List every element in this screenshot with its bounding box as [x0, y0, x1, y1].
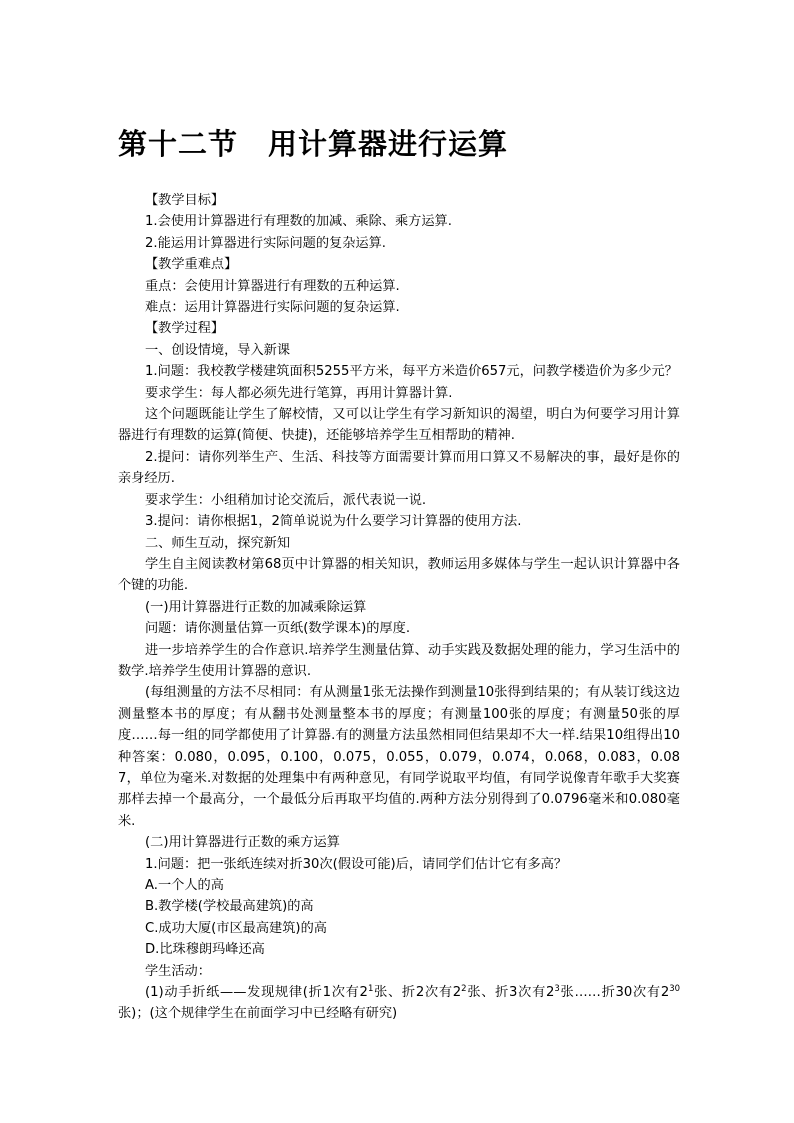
paragraph: 一、创设情境，导入新课	[145, 342, 291, 358]
paragraph: 2.能运用计算器进行实际问题的复杂运算.	[145, 235, 386, 251]
text-run: (1)动手折纸——发现规律(折1次有2	[145, 985, 368, 1001]
exponent: 30	[669, 984, 681, 995]
section-heading-key-points: 【教学重难点】	[145, 257, 238, 273]
paragraph: 1.会使用计算器进行有理数的加减、乘除、乘方运算.	[145, 214, 452, 230]
paragraph: (一)用计算器进行正数的加减乘除运算	[145, 599, 367, 615]
paragraph: 这个问题既能让学生了解校情，又可以让学生有学习新知识的渴望，明白为何要学习用计算器进行有理数的运算(简便、快捷)，还能够培养学生互相帮助的精神.	[118, 407, 680, 444]
section-heading-process: 【教学过程】	[145, 321, 225, 337]
page-title: 第十二节 用计算器进行运算	[118, 127, 509, 161]
text-run: 张)；(这个规律学生在前面学习中已经略有研究)	[118, 1006, 398, 1022]
paragraph: 要求学生：小组稍加讨论交流后，派代表说一说.	[145, 492, 427, 508]
option-item: A.一个人的高	[145, 878, 224, 893]
text-run: 张……折30次有2	[559, 985, 670, 1001]
exponent: 3	[554, 984, 560, 995]
document-body	[118, 190, 680, 1025]
section-heading-objectives: 【教学目标】	[145, 193, 225, 208]
paragraph: 重点：会使用计算器进行有理数的五种运算.	[145, 278, 400, 294]
text-run: 张、折3次有2	[466, 985, 555, 1001]
paragraph: 问题：请你测量估算一页纸(数学课本)的厚度.	[145, 621, 411, 637]
paragraph: 1.问题：把一张纸连续对折30次(假设可能)后，请同学们估计它有多高？	[145, 856, 568, 872]
paragraph: (每组测量的方法不尽相同：有从测量1张无法操作到测量10张得到结果的；有从装订线这边测量整本书的厚度；有从翻书处测量整本书的厚度；有测量100张的厚度；有测量50张的厚度……每一组的同学都使用了计算器.有的测量方法虽然相同但结果却不大一样.结果10组得出10种答案：0.080，0.095，0.100，0.075，0.055，0.079，0.074，0.068，0.083，0.087，单位为毫米.对数据的处理集中有两种意见，有同学说取平均值，有同学说像青年歌手大奖赛那样去掉一个最高分，一个最低分后再取平均值的.两种方法分别得到了0.0796毫米和0.080毫米.	[118, 685, 680, 829]
paragraph: 进一步培养学生的合作意识.培养学生测量估算、动手实践及数据处理的能力，学习生活中的数学.培养学生使用计算器的意识.	[118, 642, 680, 679]
option-item: B.教学楼(学校最高建筑)的高	[145, 899, 314, 915]
paragraph: 2.提问：请你列举生产、生活、科技等方面需要计算而用口算又不易解决的事，最好是你的亲身经历.	[118, 449, 680, 487]
paragraph: 要求学生：每人都必须先进行笔算，再用计算器计算.	[145, 385, 453, 401]
paragraph: 学生自主阅读教材第68页中计算器的相关知识，教师运用多媒体与学生一起认识计算器中各个键的功能.	[118, 556, 680, 594]
option-item: D.比珠穆朗玛峰还高	[145, 942, 265, 958]
text-run: 张、折2次有2	[373, 985, 462, 1001]
paragraph: 难点：运用计算器进行实际问题的复杂运算.	[145, 300, 400, 316]
paragraph: 二、师生互动，探究新知	[145, 535, 291, 551]
option-item: C.成功大厦(市区最高建筑)的高	[145, 920, 327, 936]
exponent: 1	[367, 984, 374, 995]
paragraph: 3.提问：请你根据1，2简单说说为什么要学习计算器的使用方法.	[145, 514, 522, 530]
exponent: 2	[461, 984, 467, 995]
paragraph-with-exponents	[118, 982, 680, 1025]
paragraph: 1.问题：我校教学楼建筑面积5255平方米，每平方米造价657元，问教学楼造价为多少元？	[145, 364, 678, 380]
paragraph: 学生活动：	[145, 963, 211, 979]
paragraph: (二)用计算器进行正数的乘方运算	[145, 835, 340, 851]
